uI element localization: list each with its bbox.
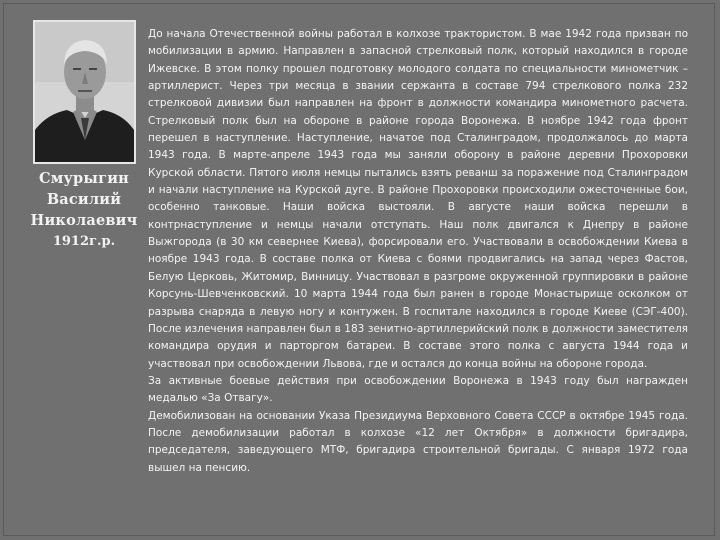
person-surname: Смурыгин xyxy=(39,170,129,187)
biography-paragraph-award: За активные боевые действия при освобождении Воронежа в 1943 году был награжден медалью «За Отвагу». xyxy=(148,374,688,405)
person-patronymic: Николаевич xyxy=(30,212,138,229)
person-birth-year: 1912г.р. xyxy=(52,234,116,249)
person-name-block xyxy=(20,168,148,253)
biography-text xyxy=(148,26,688,477)
person-first-name: Василий xyxy=(46,191,122,208)
biography-paragraph-service: До начала Отечественной войны работал в колхозе трактористом. В мае 1942 года призван по мобилизации в армию. Направлен в запасной стрелковый полк, который находился в городе Ижевске. В этом полку прошел подготовку молодого солдата по специальности минометчик – артиллерист. Через три месяца в звании сержанта в составе 794 стрелкового полка 232 стрелковой дивизии был направлен на фронт в должности командира минометного расчета. Стрелковый полк был на обороне в районе города Воронежа. В ноябре 1942 года фронт перешел в наступление. Наступление, начатое под Сталинградом, продолжалось до марта 1943 года. В марте-апреле 1943 года мы заняли оборону в районе деревни Прохоровки Курской области. Пятого июля немцы пытались взять реванш за поражение под Сталинградом и начали наступление на Курской дуге. В районе Прохоровки происходили ожесточенные бои, особенно танковые. Наши войска выстояли. В августе наши войска перешли в контрнаступление и немцы начали отступать. Наш полк двигался к Днепру в районе Выжгорода (в 30 км севернее Киева), форсировали его. Участвовали в освобождении Киева в ноябре 1943 года. В составе полка от Киева с боями продвигались на запад через Фастов, Белую Церковь, Житомир, Винницу. Участвовал в разгроме окруженной группировки в районе Корсунь-Шевченковский. 10 марта 1944 года был ранен в городе Монастырище осколком от разрыва снаряда в левую ногу и контужен. В госпитале находился в городе Киеве (СЭГ-400). После излечения направлен был в 183 зенитно-артиллерийский полк в должности заместителя командира орудия и парторгом батареи. В составе этого полка с августа 1944 года и участвовал при освобождении Львова, где и остался до конца войны на обороне города. xyxy=(148,28,688,370)
portrait-photo xyxy=(33,20,136,164)
biography-paragraph-postwar: Демобилизован на основании Указа Президиума Верховного Совета СССР в октябре 1945 года. После демобилизации работал в колхозе «12 лет Октября» в должности бригадира, председателя, заведующего МТФ, бригадира строительной бригады. С января 1972 года вышел на пенсию. xyxy=(148,409,688,474)
portrait-image xyxy=(35,22,134,162)
